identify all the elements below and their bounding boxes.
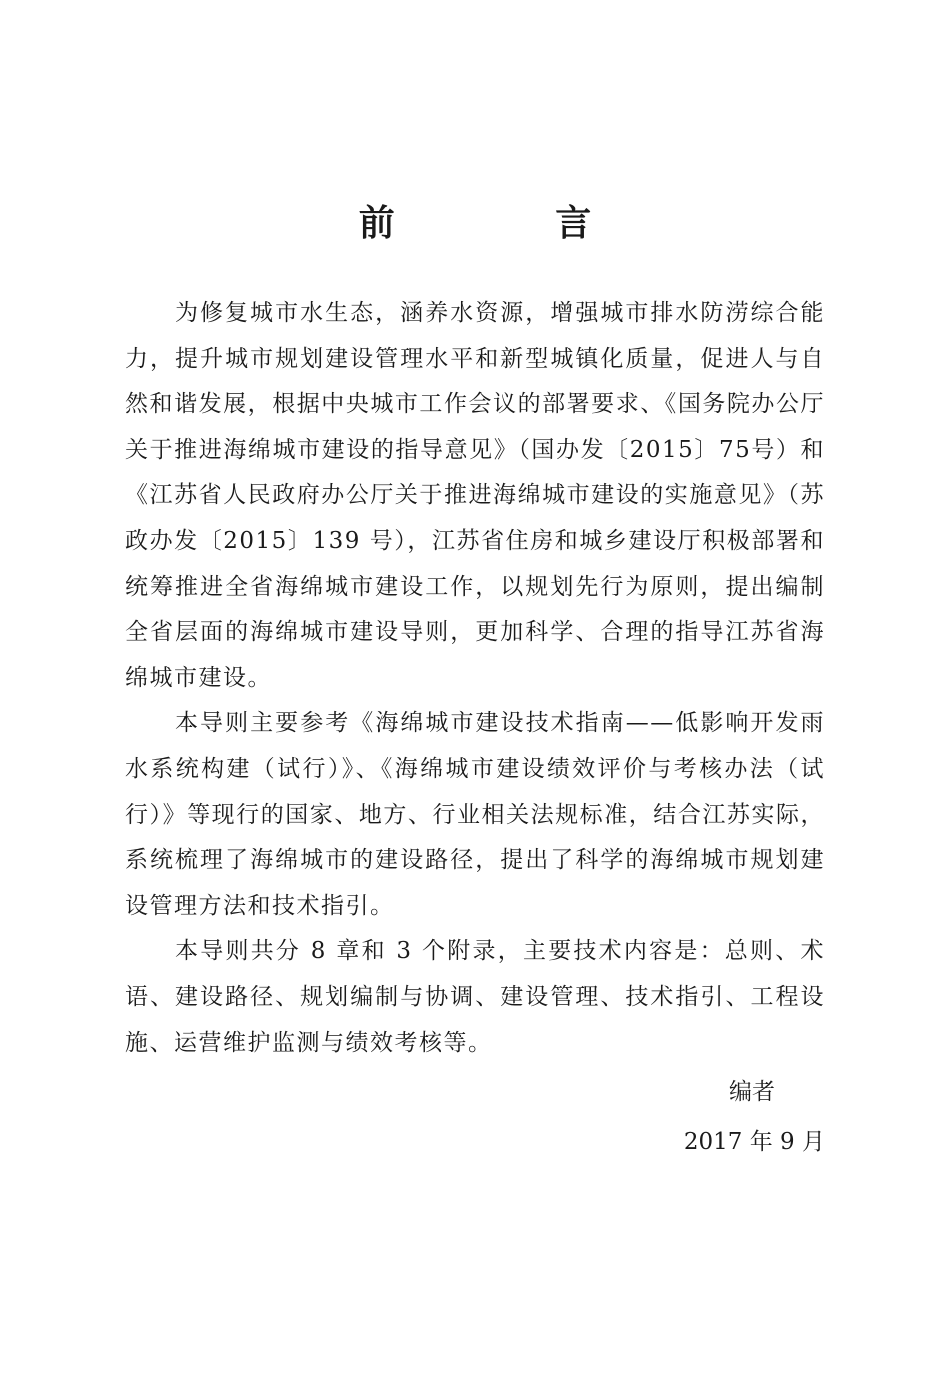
paragraph-3: 本导则共分 8 章和 3 个附录，主要技术内容是：总则、术语、建设路径、规划编制与协调、建设管理、技术指引、工程设施、运营维护监测与绩效考核等。 bbox=[125, 938, 825, 1056]
paragraph-2: 本导则主要参考《海绵城市建设技术指南——低影响开发雨水系统构建（试行）》、《海绵城市建设绩效评价与考核办法（试行）》等现行的国家、地方、行业相关法规标准，结合江苏实际，系统梳理了海绵城市的建设路径，提出了科学的海绵城市规划建设管理方法和技术指引。 bbox=[125, 710, 825, 919]
page-title: 前 言 bbox=[358, 203, 666, 244]
preface-body bbox=[125, 291, 825, 1066]
paragraph-1: 为修复城市水生态，涵养水资源，增强城市排水防涝综合能力，提升城市规划建设管理水平和新型城镇化质量，促进人与自然和谐发展，根据中央城市工作会议的部署要求、《国务院办公厅关于推进海绵城市建设的指导意见》（国办发〔2015〕75号）和《江苏省人民政府办公厅关于推进海绵城市建设的实施意见》（苏政办发〔2015〕139 号），江苏省住房和城乡建设厅积极部署和统筹推进全省海绵城市建设工作，以规划先行为原则，提出编制全省层面的海绵城市建设导则，更加科学、合理的指导江苏省海绵城市建设。 bbox=[125, 300, 825, 691]
signature-date: 2017 年 9 月 bbox=[683, 1129, 825, 1155]
signature-author: 编者 bbox=[729, 1079, 775, 1105]
